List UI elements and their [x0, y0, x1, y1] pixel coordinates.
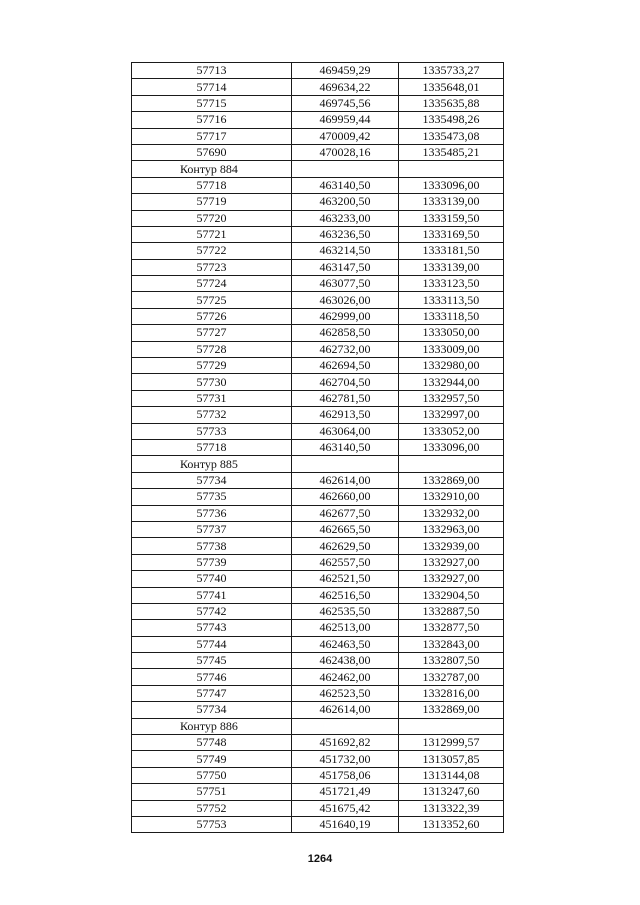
x-coordinate-cell: 463236,50	[292, 226, 399, 242]
y-coordinate-cell: 1333096,00	[399, 177, 504, 193]
x-coordinate-cell: 470009,42	[292, 128, 399, 144]
table-row	[132, 79, 504, 95]
x-coordinate-cell: 451675,42	[292, 800, 399, 816]
y-coordinate-cell: 1332869,00	[399, 702, 504, 718]
point-id-cell: 57741	[132, 587, 292, 603]
x-coordinate-cell: 462516,50	[292, 587, 399, 603]
x-coordinate-cell: 463026,00	[292, 292, 399, 308]
y-coordinate-cell: 1333159,50	[399, 210, 504, 226]
point-id-cell: 57713	[132, 63, 292, 79]
table-row	[132, 259, 504, 275]
point-id-cell: 57751	[132, 784, 292, 800]
point-id-cell: 57749	[132, 751, 292, 767]
contour-header-row	[132, 456, 504, 472]
y-coordinate-cell: 1332807,50	[399, 653, 504, 669]
table-row	[132, 767, 504, 783]
x-coordinate-cell: 463147,50	[292, 259, 399, 275]
point-id-cell: 57744	[132, 636, 292, 652]
y-coordinate-cell: 1333139,00	[399, 259, 504, 275]
table-row	[132, 341, 504, 357]
y-coordinate-cell: 1335635,88	[399, 95, 504, 111]
point-id-cell: 57718	[132, 177, 292, 193]
x-coordinate-cell: 463214,50	[292, 243, 399, 259]
y-coordinate-cell: 1332957,50	[399, 390, 504, 406]
table-row	[132, 128, 504, 144]
x-coordinate-cell: 470028,16	[292, 144, 399, 160]
point-id-cell: 57714	[132, 79, 292, 95]
point-id-cell: 57725	[132, 292, 292, 308]
table-row	[132, 816, 504, 832]
coordinates-table	[131, 62, 504, 833]
point-id-cell: 57721	[132, 226, 292, 242]
point-id-cell: 57740	[132, 571, 292, 587]
point-id-cell: 57745	[132, 653, 292, 669]
point-id-cell: 57733	[132, 423, 292, 439]
point-id-cell: 57752	[132, 800, 292, 816]
x-coordinate-cell: 462629,50	[292, 538, 399, 554]
x-coordinate-cell: 462513,00	[292, 620, 399, 636]
point-id-cell: 57720	[132, 210, 292, 226]
x-coordinate-cell: 462732,00	[292, 341, 399, 357]
y-coordinate-cell: 1312999,57	[399, 735, 504, 751]
y-coordinate-cell: 1313322,39	[399, 800, 504, 816]
contour-empty-x	[292, 456, 399, 472]
contour-label: Контур 885	[132, 456, 292, 472]
contour-empty-x	[292, 718, 399, 734]
y-coordinate-cell: 1332927,00	[399, 571, 504, 587]
y-coordinate-cell: 1332932,00	[399, 505, 504, 521]
point-id-cell: 57726	[132, 308, 292, 324]
x-coordinate-cell: 462614,00	[292, 472, 399, 488]
table-row	[132, 751, 504, 767]
x-coordinate-cell: 469959,44	[292, 112, 399, 128]
point-id-cell: 57734	[132, 472, 292, 488]
point-id-cell: 57735	[132, 489, 292, 505]
contour-empty-y	[399, 161, 504, 177]
table-row	[132, 210, 504, 226]
y-coordinate-cell: 1332869,00	[399, 472, 504, 488]
point-id-cell: 57753	[132, 816, 292, 832]
point-id-cell: 57737	[132, 521, 292, 537]
x-coordinate-cell: 462913,50	[292, 407, 399, 423]
y-coordinate-cell: 1332904,50	[399, 587, 504, 603]
x-coordinate-cell: 451732,00	[292, 751, 399, 767]
table-row	[132, 194, 504, 210]
y-coordinate-cell: 1333118,50	[399, 308, 504, 324]
y-coordinate-cell: 1333169,50	[399, 226, 504, 242]
point-id-cell: 57723	[132, 259, 292, 275]
table-row	[132, 636, 504, 652]
y-coordinate-cell: 1332944,00	[399, 374, 504, 390]
point-id-cell: 57750	[132, 767, 292, 783]
x-coordinate-cell: 463140,50	[292, 439, 399, 455]
point-id-cell: 57724	[132, 276, 292, 292]
point-id-cell: 57742	[132, 603, 292, 619]
contour-label: Контур 886	[132, 718, 292, 734]
x-coordinate-cell: 463064,00	[292, 423, 399, 439]
y-coordinate-cell: 1313352,60	[399, 816, 504, 832]
x-coordinate-cell: 469634,22	[292, 79, 399, 95]
point-id-cell: 57732	[132, 407, 292, 423]
x-coordinate-cell: 462614,00	[292, 702, 399, 718]
table-row	[132, 505, 504, 521]
table-row	[132, 325, 504, 341]
y-coordinate-cell: 1332927,00	[399, 554, 504, 570]
table-row	[132, 489, 504, 505]
x-coordinate-cell: 462521,50	[292, 571, 399, 587]
x-coordinate-cell: 463140,50	[292, 177, 399, 193]
table-row	[132, 653, 504, 669]
x-coordinate-cell: 462523,50	[292, 685, 399, 701]
x-coordinate-cell: 451721,49	[292, 784, 399, 800]
table-row	[132, 439, 504, 455]
point-id-cell: 57717	[132, 128, 292, 144]
y-coordinate-cell: 1332816,00	[399, 685, 504, 701]
table-row	[132, 571, 504, 587]
y-coordinate-cell: 1335473,08	[399, 128, 504, 144]
x-coordinate-cell: 451640,19	[292, 816, 399, 832]
page-number: 1264	[307, 853, 333, 865]
x-coordinate-cell: 469745,56	[292, 95, 399, 111]
y-coordinate-cell: 1333181,50	[399, 243, 504, 259]
table-row	[132, 685, 504, 701]
table-row	[132, 292, 504, 308]
x-coordinate-cell: 462677,50	[292, 505, 399, 521]
point-id-cell: 57730	[132, 374, 292, 390]
contour-empty-x	[292, 161, 399, 177]
x-coordinate-cell: 462660,00	[292, 489, 399, 505]
x-coordinate-cell: 463200,50	[292, 194, 399, 210]
point-id-cell: 57718	[132, 439, 292, 455]
table-row	[132, 669, 504, 685]
point-id-cell: 57731	[132, 390, 292, 406]
point-id-cell: 57743	[132, 620, 292, 636]
point-id-cell: 57716	[132, 112, 292, 128]
x-coordinate-cell: 463077,50	[292, 276, 399, 292]
y-coordinate-cell: 1335498,26	[399, 112, 504, 128]
y-coordinate-cell: 1333009,00	[399, 341, 504, 357]
x-coordinate-cell: 462781,50	[292, 390, 399, 406]
coordinates-table-body	[132, 63, 504, 833]
point-id-cell: 57715	[132, 95, 292, 111]
table-row	[132, 358, 504, 374]
x-coordinate-cell: 462535,50	[292, 603, 399, 619]
x-coordinate-cell: 451758,06	[292, 767, 399, 783]
x-coordinate-cell: 462694,50	[292, 358, 399, 374]
x-coordinate-cell: 462463,50	[292, 636, 399, 652]
table-row	[132, 521, 504, 537]
table-row	[132, 177, 504, 193]
y-coordinate-cell: 1332963,00	[399, 521, 504, 537]
point-id-cell: 57729	[132, 358, 292, 374]
y-coordinate-cell: 1332939,00	[399, 538, 504, 554]
x-coordinate-cell: 462999,00	[292, 308, 399, 324]
contour-empty-y	[399, 718, 504, 734]
y-coordinate-cell: 1332787,00	[399, 669, 504, 685]
table-row	[132, 308, 504, 324]
table-row	[132, 390, 504, 406]
y-coordinate-cell: 1333123,50	[399, 276, 504, 292]
x-coordinate-cell: 462557,50	[292, 554, 399, 570]
y-coordinate-cell: 1335648,01	[399, 79, 504, 95]
x-coordinate-cell: 462462,00	[292, 669, 399, 685]
y-coordinate-cell: 1335733,27	[399, 63, 504, 79]
contour-label: Контур 884	[132, 161, 292, 177]
y-coordinate-cell: 1313057,85	[399, 751, 504, 767]
table-row	[132, 243, 504, 259]
y-coordinate-cell: 1333050,00	[399, 325, 504, 341]
table-row	[132, 63, 504, 79]
contour-header-row	[132, 718, 504, 734]
y-coordinate-cell: 1332910,00	[399, 489, 504, 505]
table-row	[132, 735, 504, 751]
y-coordinate-cell: 1313247,60	[399, 784, 504, 800]
table-row	[132, 472, 504, 488]
point-id-cell: 57722	[132, 243, 292, 259]
x-coordinate-cell: 462438,00	[292, 653, 399, 669]
contour-header-row	[132, 161, 504, 177]
y-coordinate-cell: 1332877,50	[399, 620, 504, 636]
x-coordinate-cell: 469459,29	[292, 63, 399, 79]
table-row	[132, 374, 504, 390]
x-coordinate-cell: 462665,50	[292, 521, 399, 537]
table-row	[132, 407, 504, 423]
contour-empty-y	[399, 456, 504, 472]
table-row	[132, 538, 504, 554]
y-coordinate-cell: 1335485,21	[399, 144, 504, 160]
point-id-cell: 57727	[132, 325, 292, 341]
point-id-cell: 57746	[132, 669, 292, 685]
table-row	[132, 554, 504, 570]
y-coordinate-cell: 1333052,00	[399, 423, 504, 439]
table-row	[132, 112, 504, 128]
point-id-cell: 57747	[132, 685, 292, 701]
table-row	[132, 144, 504, 160]
point-id-cell: 57690	[132, 144, 292, 160]
table-row	[132, 603, 504, 619]
y-coordinate-cell: 1332887,50	[399, 603, 504, 619]
table-row	[132, 620, 504, 636]
x-coordinate-cell: 451692,82	[292, 735, 399, 751]
table-row	[132, 423, 504, 439]
point-id-cell: 57736	[132, 505, 292, 521]
y-coordinate-cell: 1332980,00	[399, 358, 504, 374]
table-row	[132, 226, 504, 242]
x-coordinate-cell: 462858,50	[292, 325, 399, 341]
table-row	[132, 95, 504, 111]
y-coordinate-cell: 1332843,00	[399, 636, 504, 652]
x-coordinate-cell: 462704,50	[292, 374, 399, 390]
point-id-cell: 57748	[132, 735, 292, 751]
y-coordinate-cell: 1313144,08	[399, 767, 504, 783]
y-coordinate-cell: 1333113,50	[399, 292, 504, 308]
point-id-cell: 57719	[132, 194, 292, 210]
point-id-cell: 57734	[132, 702, 292, 718]
table-row	[132, 587, 504, 603]
point-id-cell: 57738	[132, 538, 292, 554]
x-coordinate-cell: 463233,00	[292, 210, 399, 226]
table-row	[132, 276, 504, 292]
table-row	[132, 784, 504, 800]
table-row	[132, 702, 504, 718]
y-coordinate-cell: 1332997,00	[399, 407, 504, 423]
y-coordinate-cell: 1333139,00	[399, 194, 504, 210]
point-id-cell: 57739	[132, 554, 292, 570]
y-coordinate-cell: 1333096,00	[399, 439, 504, 455]
point-id-cell: 57728	[132, 341, 292, 357]
table-row	[132, 800, 504, 816]
